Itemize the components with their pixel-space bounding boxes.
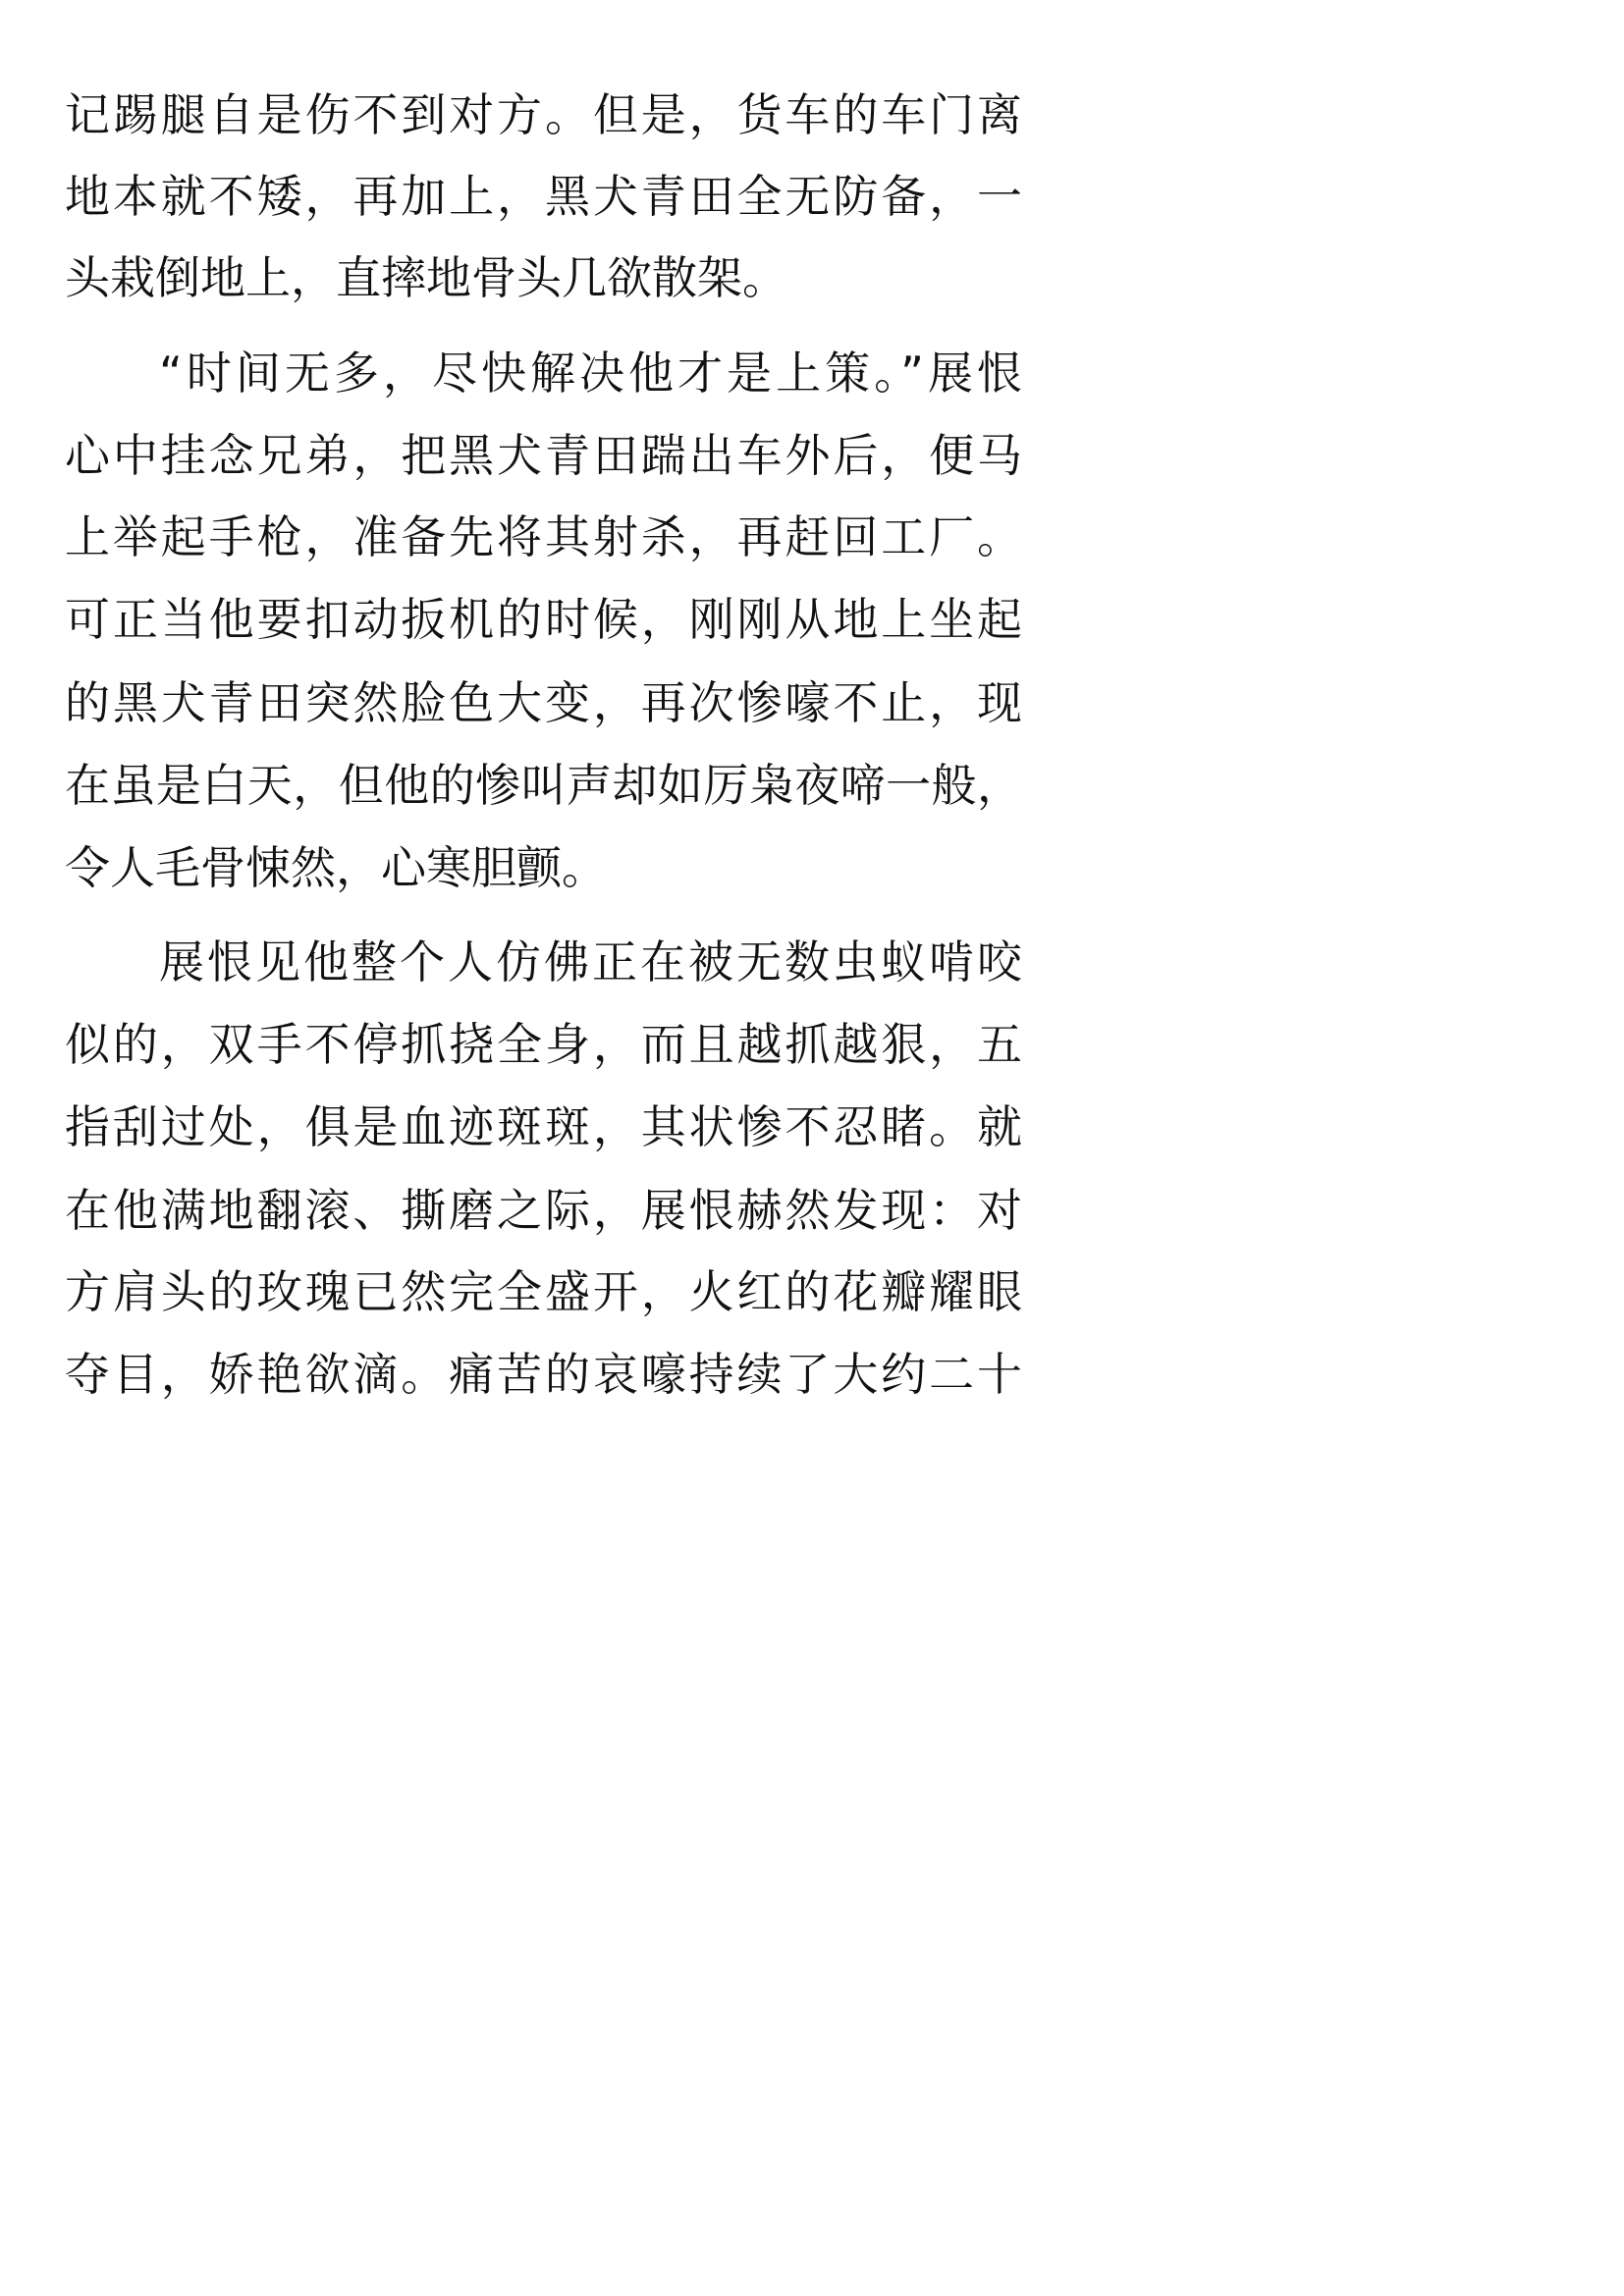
text-line: 夺目，娇艳欲滴。痛苦的哀嚎持续了大约二十 xyxy=(65,1348,1022,1401)
text-line: 心中挂念兄弟，把黑犬青田踹出车外后，便马 xyxy=(65,429,1022,482)
text-line: 头栽倒地上，直摔地骨头几欲散架。 xyxy=(65,251,787,304)
text-line: “时间无多，尽快解决他才是上策。”展恨 xyxy=(159,347,1022,400)
text-line: 在他满地翻滚、撕磨之际，展恨赫然发现：对 xyxy=(65,1184,1022,1237)
document-page xyxy=(0,0,1083,1533)
text-line: 方肩头的玫瑰已然完全盛开，火红的花瓣耀眼 xyxy=(65,1265,1022,1318)
text-line: 令人毛骨悚然，心寒胆颤。 xyxy=(65,841,607,894)
text-line: 指刮过处，俱是血迹斑斑，其状惨不忍睹。就 xyxy=(65,1100,1022,1153)
text-line: 可正当他要扣动扳机的时候，刚刚从地上坐起 xyxy=(65,593,1022,646)
text-line: 记踢腿自是伤不到对方。但是，货车的车门离 xyxy=(65,88,1022,141)
text-line: 在虽是白天，但他的惨叫声却如厉枭夜啼一般， xyxy=(65,759,1022,812)
text-line: 似的，双手不停抓挠全身，而且越抓越狠，五 xyxy=(65,1018,1022,1071)
text-line: 上举起手枪，准备先将其射杀，再赶回工厂。 xyxy=(65,510,1022,563)
text-line: 地本就不矮，再加上，黑犬青田全无防备，一 xyxy=(65,170,1022,223)
text-line: 展恨见他整个人仿佛正在被无数虫蚁啃咬 xyxy=(159,935,1022,988)
text-line: 的黑犬青田突然脸色大变，再次惨嚎不止，现 xyxy=(65,676,1022,729)
